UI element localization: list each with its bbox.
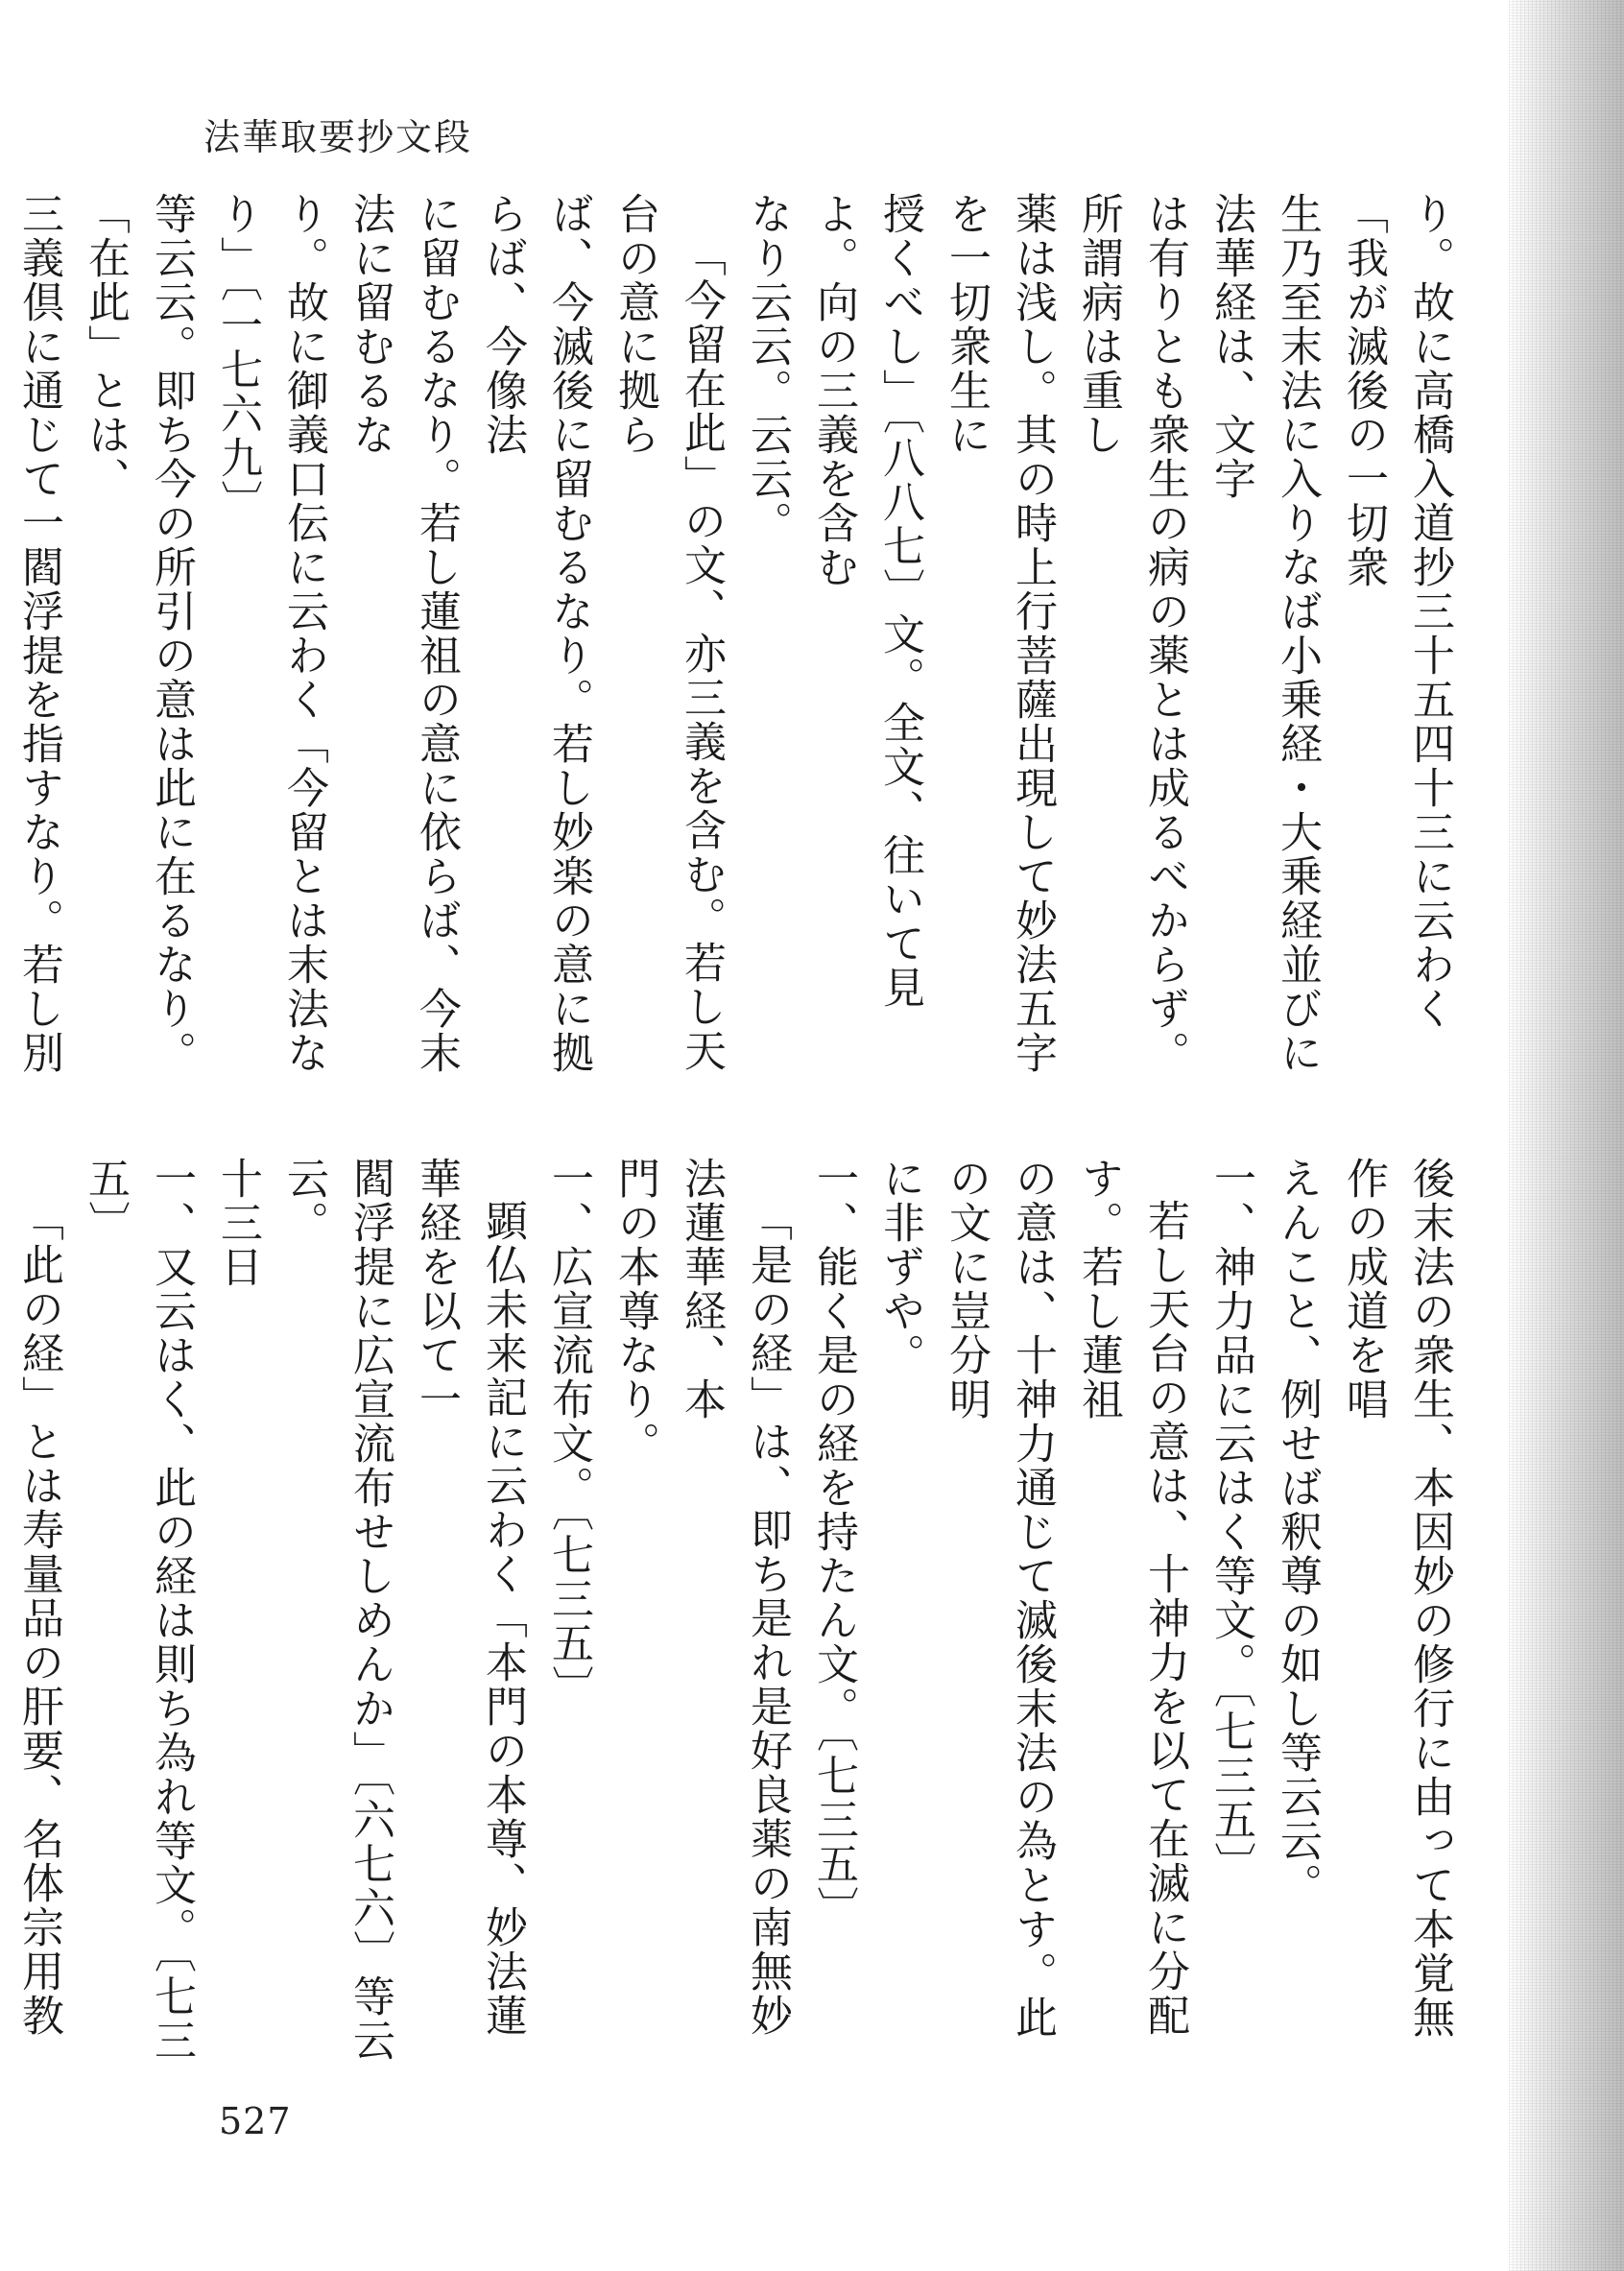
text-line: に留むるなり。若し蓮祖の意に依らば、今末法に留むるな [346, 192, 461, 1075]
text-line: 等云云。即ち今の所引の意は此に在るなり。「在此」とは、 [81, 192, 196, 1075]
text-line: 三義倶に通じて一閻浮提を指すなり。若し別 [14, 192, 63, 1075]
text-line: 「今留在此」の文、亦三義を含む。若し天台の意に拠ら [610, 192, 726, 1073]
text-line: 生乃至末法に入りなば小乗経・大乗経並びに法華経は、文字 [1206, 192, 1322, 1075]
text-line: なり云云。云云。 [743, 192, 792, 545]
page-number: 527 [219, 2100, 292, 2142]
running-header: 法華取要抄文段 [203, 116, 473, 158]
text-line: ば、今滅後に留むるなり。若し妙楽の意に拠らば、今像法 [478, 192, 593, 1075]
text-line: 授くべし」〔八八七〕文。全文、往いて見よ。向の三義を含む [809, 192, 924, 1010]
text-line: 後末法の衆生、本因妙の修行に由って本覚無作の成道を唱 [1339, 1157, 1454, 2040]
item-line: 一、能く是の経を持たん文。〔七三五〕 [809, 1157, 858, 1930]
text-line: 門の本尊なり。 [610, 1157, 659, 1466]
text-line: 若し天台の意は、十神力を以て在滅に分配す。若し蓮祖 [1074, 1157, 1189, 2038]
section-heading: 十三日 [213, 1157, 262, 1289]
text-line: り。故に高橋入道抄三十五四十三に云わく「我が滅後の一切衆 [1339, 192, 1454, 1031]
text-line: に非ずや。 [875, 1157, 924, 1377]
text-line: 顕仏未来記に云わく「本門の本尊、妙法蓮華経を以て一 [412, 1157, 527, 2038]
text-line: 薬は浅し。其の時上行菩薩出現して妙法五字を一切衆生に [942, 192, 1057, 1075]
book-spine-shadow [1509, 0, 1624, 2271]
item-line: 一、神力品に云はく等文。〔七三五〕 [1206, 1157, 1255, 1886]
item-line: 一、又云はく、此の経は則ち為れ等文。〔七三五〕 [81, 1157, 196, 2063]
upper-text-block [14, 192, 1463, 1094]
text-line: 「此の経」とは寿量品の肝要、名体宗用教 [14, 1199, 63, 2038]
text-line: 閻浮提に広宣流布せしめんか」〔六七六〕等云云。 [279, 1157, 394, 2063]
item-line: 一、広宣流布文。〔七三五〕 [544, 1157, 593, 1709]
text-line: は有りとも衆生の病の薬とは成るべからず。所謂病は重し [1074, 192, 1189, 1075]
text-line: 「是の経」は、即ち是れ是好良薬の南無妙法蓮華経、本 [677, 1157, 792, 2038]
text-line: り。故に御義口伝に云わく「今留とは末法なり」〔一七六九〕 [213, 192, 328, 1075]
text-line: えんこと、例せば釈尊の如し等云云。 [1273, 1157, 1322, 1907]
lower-text-block [14, 1157, 1463, 2078]
text-line: の意は、十神力通じて滅後末法の為とす。此の文に豈分明 [942, 1157, 1057, 2040]
